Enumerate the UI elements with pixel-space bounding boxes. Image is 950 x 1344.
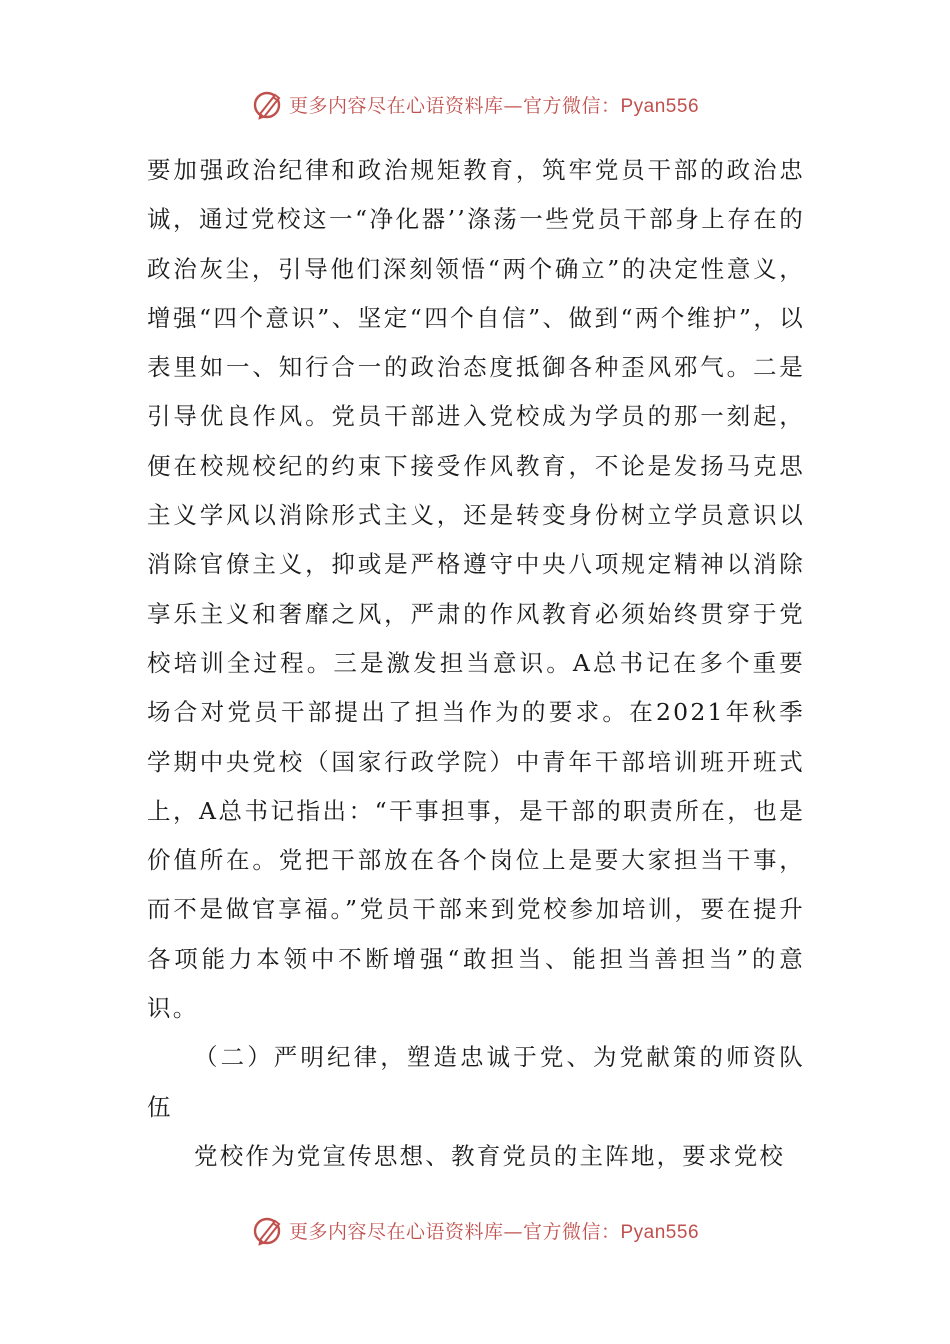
banner-text-cn: 更多内容尽在心语资料库—官方微信： [288,94,621,117]
banner-wechat-id: Pyan556 [620,95,700,117]
pen-logo-icon [251,1213,285,1247]
body-paragraph-1: 要加强政治纪律和政治规矩教育，筑牢党员干部的政治忠诚，通过党校这一“净化器’’涤荡一些党员干部身上存在的政治灰尘，引导他们深刻领悟“两个确立”的决定性意义，增强“四个意识”、坚定“四个自信”、做到“两个维护”，以表里如一、知行合一的政治态度抵御各种歪风邪气。二是引导优良作风。党员干部进入党校成为学员的那一刻起，便在校规校纪的约束下接受作风教育，不论是发扬马克思主义学风以消除形式主义，还是转变身份树立学员意识以消除官僚主义，抑或是严格遵守中央八项规定精神以消除享乐主义和奢靡之风，严肃的作风教育必须始终贯穿于党校培训全过程。三是激发担当意识。A总书记在多个重要场合对党员干部提出了担当作为的要求。在2021年秋季学期中央党校（国家行政学院）中青年干部培训班开班式上，A总书记指出：“干事担事，是干部的职责所在，也是价值所在。党把干部放在各个岗位上是要大家担当干事，而不是做官享福。”党员干部来到党校参加培训，要在提升各项能力本领中不断增强“敢担当、能担当善担当”的意识。 [147,156,805,1023]
document-body [147,146,805,1181]
banner-text-cn: 更多内容尽在心语资料库—官方微信： [288,1220,621,1243]
pen-logo-icon [251,87,285,121]
footer-watermark-banner [0,1210,950,1250]
banner-text [289,91,699,118]
body-paragraph-2: 党校作为党宣传思想、教育党员的主阵地，要求党校 [194,1141,786,1170]
section-heading: （二）严明纪律，塑造忠诚于党、为党献策的师资队伍 [147,1043,805,1121]
header-watermark-banner [0,84,950,124]
banner-wechat-id: Pyan556 [620,1221,700,1243]
banner-text [289,1217,699,1244]
